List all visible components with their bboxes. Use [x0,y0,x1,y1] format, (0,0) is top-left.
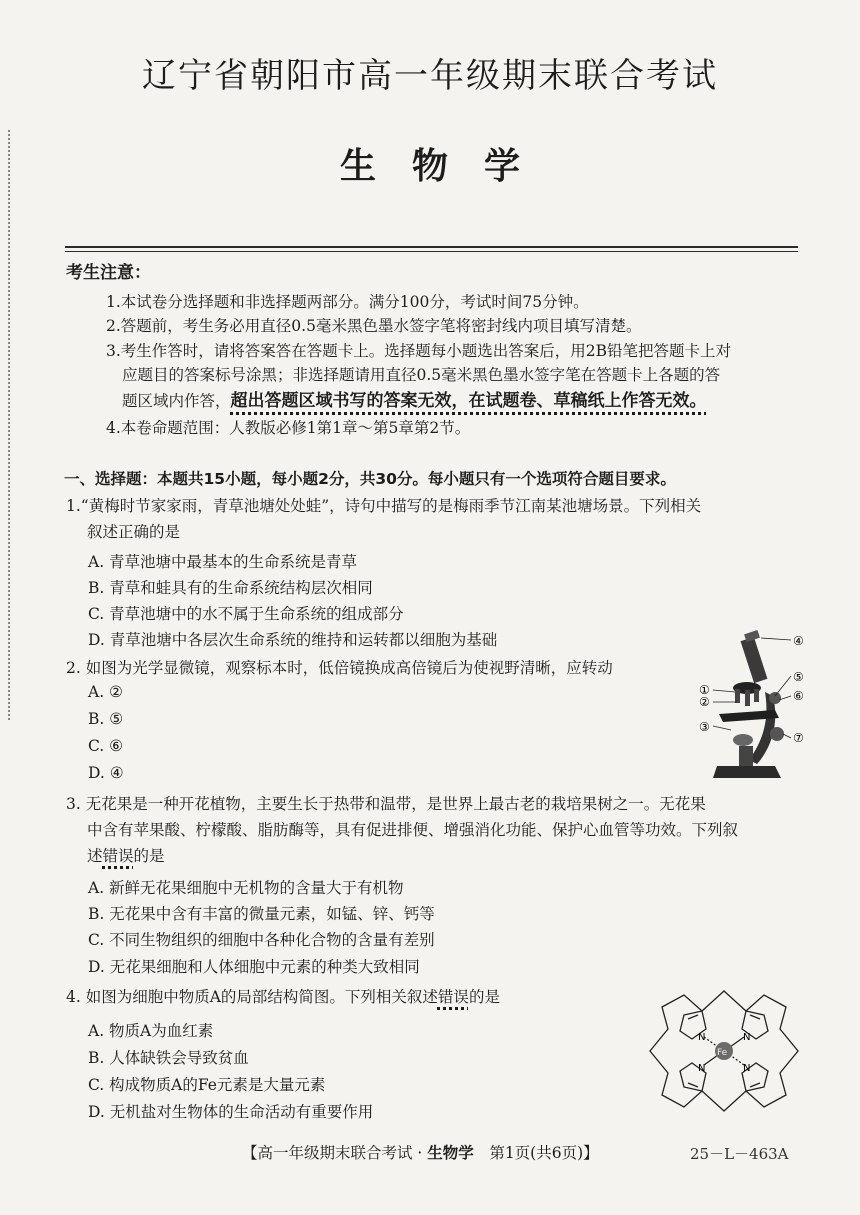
notice-item-2: 2.答题前，考生务必用直径0.5毫米黑色墨水签字笔将密封线内项目填写清楚。 [106,317,642,335]
heme-label-n3: N [698,1063,706,1074]
section-heading: 一、选择题：本题共15小题，每小题2分，共30分。每小题只有一个选项符合题目要求。 [64,470,676,488]
heme-label-n2: N [743,1032,751,1043]
microscope-label-1: ① [699,683,710,697]
q1-option-d: D. 青草池塘中各层次生命系统的维持和运转都以细胞为基础 [88,631,498,649]
q3-stem-suffix: 的是 [133,847,165,865]
q3-option-c: C. 不同生物组织的细胞中各种化合物的含量有差别 [88,931,435,949]
microscope-label-4: ④ [793,634,804,648]
paper-code: 25－L－463A [690,1145,789,1163]
q3-option-a: A. 新鲜无花果细胞中无机物的含量大于有机物 [88,879,404,897]
heme-structure-figure [640,985,808,1117]
q2-option-d: D. ④ [88,764,124,782]
microscope-label-2: ② [699,695,710,709]
q3-option-b: B. 无花果中含有丰富的微量元素，如锰、锌、钙等 [88,905,435,923]
microscope-figure [695,626,815,786]
q1-option-b: B. 青草和蛙具有的生命系统结构层次相同 [88,579,373,597]
footer-page-info: 第1页(共6页)】 [473,1144,599,1162]
q3-stem-prefix: 述 [87,847,103,865]
q4-option-c: C. 构成物质A的Fe元素是大量元素 [88,1076,326,1094]
q3-emphasis-wrong: 错误 [102,847,134,865]
notice-item-3-end-text: 题区域内作答， [122,392,231,410]
microscope-label-7: ⑦ [793,731,804,745]
notice-emphasis: 超出答题区域书写的答案无效，在试题卷、草稿纸上作答无效。 [230,391,707,411]
page-footer [242,1141,599,1163]
q1-option-c: C. 青草池塘中的水不属于生命系统的组成部分 [88,605,404,623]
q4-option-a: A. 物质A为血红素 [88,1022,214,1040]
q2-stem: 2. 如图为光学显微镜，观察标本时，低倍镜换成高倍镜后为使视野清晰，应转动 [66,659,613,677]
q3-stem-line3 [87,844,165,866]
q4-option-d: D. 无机盐对生物体的生命活动有重要作用 [88,1103,374,1121]
divider-thin [65,251,798,252]
q3-stem-line1: 3. 无花果是一种开花植物，主要生长于热带和温带，是世界上最古老的栽培果树之一。无花果 [66,795,706,813]
notice-item-3-cont: 应题目的答案标号涂黑；非选择题请用直径0.5毫米黑色墨水签字笔在答题卡上各题的答 [122,366,721,384]
subject-title: 生物学 [339,146,556,187]
q3-option-d: D. 无花果细胞和人体细胞中元素的种类大致相同 [88,958,420,976]
divider-thick [65,246,798,248]
footer-subject: 生物学 [427,1144,474,1162]
q3-stem-line2: 中含有苹果酸、柠檬酸、脂肪酶等，具有促进排便、增强消化功能、保护心血管等功效。下列叙 [87,821,739,839]
q4-stem-prefix: 4. 如图为细胞中物质A的局部结构简图。下列相关叙述 [66,988,438,1006]
q1-stem-line1: 1.“黄梅时节家家雨，青草池塘处处蛙”，诗句中描写的是梅雨季节江南某池塘场景。下列相关 [66,497,702,515]
q4-option-b: B. 人体缺铁会导致贫血 [88,1049,249,1067]
notice-item-3-end [122,386,707,411]
notice-heading: 考生注意： [66,263,151,283]
binding-margin [8,130,14,720]
q2-option-a: A. ② [88,683,123,701]
footer-left: 【高一年级期末联合考试 · [242,1144,428,1162]
q1-option-a: A. 青草池塘中最基本的生命系统是青草 [88,553,358,571]
notice-item-1: 1.本试卷分选择题和非选择题两部分。满分100分，考试时间75分钟。 [106,293,589,311]
microscope-label-6: ⑥ [793,689,804,703]
notice-item-3: 3.考生作答时，请将答案答在答题卡上。选择题每小题选出答案后，用2B铅笔把答题卡上对 [106,342,732,360]
microscope-label-3: ③ [699,720,710,734]
q1-stem-line2: 叙述正确的是 [87,523,181,541]
q4-emphasis-wrong: 错误 [437,988,469,1006]
heme-label-n4: N [743,1063,751,1074]
q4-stem-suffix: 的是 [468,988,500,1006]
notice-item-4: 4.本卷命题范围：人教版必修1第1章～第5章第2节。 [106,419,471,437]
q2-option-b: B. ⑤ [88,710,124,728]
q4-stem [66,985,500,1007]
heme-label-n1: N [698,1032,706,1043]
microscope-label-5: ⑤ [793,670,804,684]
microscope-drawing [713,630,791,778]
heme-label-fe: Fe [717,1048,728,1058]
q2-option-c: C. ⑥ [88,737,124,755]
exam-title: 辽宁省朝阳市高一年级期末联合考试 [142,56,718,96]
